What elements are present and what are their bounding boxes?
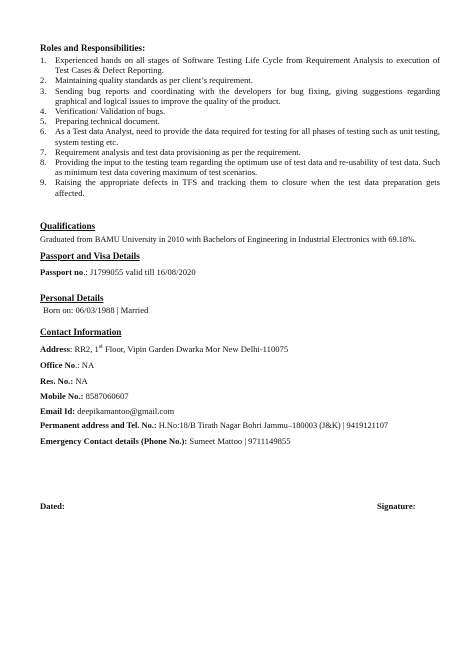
emergency-value: Sumeet Mattoo | 9711149855 <box>187 436 291 446</box>
item-number: 7. <box>40 146 47 157</box>
passport-heading: Passport and Visa Details <box>40 251 140 261</box>
item-text: Experienced hands on all stages of Software Testing Life Cycle from Requirement Analysis to execution of Test Cases & Defect Reporting. <box>55 55 440 76</box>
item-number: 3. <box>40 85 47 96</box>
list-item <box>40 116 440 126</box>
mobile-label: Mobile No.: <box>40 391 84 401</box>
item-text: Verification/ Validation of bugs. <box>55 106 166 117</box>
list-item <box>40 106 440 116</box>
address-value-post: Floor, Vipin Garden Dwarka Mor New Delhi-110075 <box>102 343 289 354</box>
item-text: Raising the appropriate defects in TFS and tracking them to closure when the test data preparation gets affected. <box>55 177 440 198</box>
address-value-pre: : RR2, 1 <box>69 343 99 354</box>
office-label: Office No <box>40 360 76 370</box>
address-line <box>40 342 288 354</box>
email-line <box>40 406 174 416</box>
item-number: 5. <box>40 116 47 127</box>
email-value: deepikamantoo@gmail.com <box>75 406 175 416</box>
item-number: 1. <box>40 55 47 65</box>
permanent-value: H.No:18/B Tirath Nagar Bohri Jammu–180003 (J&K) | 9419121107 <box>156 421 389 430</box>
res-value: NA <box>73 376 88 386</box>
item-number: 2. <box>40 75 47 86</box>
mobile-line <box>40 391 129 401</box>
item-text: Sending bug reports and coordinating with the developers for bug fixing, giving suggestions regarding graphical and logical issues to improve the quality of the product. <box>55 85 440 106</box>
qualifications-text: Graduated from BAMU University in 2010 with Bachelors of Engineering in Industrial Electronics with 69.18%. <box>40 235 417 244</box>
responsibilities-list <box>40 55 440 198</box>
passport-line <box>40 267 196 277</box>
qualifications-heading: Qualifications <box>40 221 96 231</box>
list-item <box>40 55 440 75</box>
address-sup: st <box>98 344 103 350</box>
item-text: Providing the input to the testing team regarding the optimum use of test data and re-usability of test data. Such as minimum test data covering maximum of test scenarios. <box>55 157 440 178</box>
list-item <box>40 126 440 146</box>
list-item <box>40 157 440 177</box>
permanent-label: Permanent address and Tel. No.: <box>40 421 157 430</box>
mobile-value: 8587060607 <box>83 391 129 401</box>
list-item <box>40 177 440 197</box>
item-number: 8. <box>40 157 47 168</box>
list-item <box>40 147 440 157</box>
permanent-line <box>40 421 388 431</box>
item-number: 4. <box>40 106 47 117</box>
list-item <box>40 86 440 106</box>
list-item <box>40 75 440 85</box>
contact-heading: Contact Information <box>40 327 122 337</box>
signature-label: Signature: <box>377 501 416 511</box>
item-number: 6. <box>40 126 47 137</box>
office-line <box>40 360 94 370</box>
item-text: Preparing technical document. <box>55 116 160 127</box>
office-value: .: NA <box>75 360 95 370</box>
emergency-label: Emergency Contact details (Phone No.): <box>40 436 188 446</box>
address-label: Address <box>40 343 70 354</box>
res-label: Res. No.: <box>40 376 74 386</box>
item-number: 9. <box>40 177 47 188</box>
item-text: Maintaining quality standards as per client’s requirement. <box>55 75 253 86</box>
email-label: Email Id: <box>40 406 76 416</box>
emergency-line <box>40 436 291 446</box>
personal-heading: Personal Details <box>40 293 104 303</box>
item-text: As a Test data Analyst, need to provide the data required for testing for all phases of testing such as unit testing, system testing etc. <box>55 126 440 147</box>
passport-value: .: J1799055 valid till 16/08/2020 <box>83 267 196 277</box>
personal-text: Born on: 06/03/1988 | Married <box>43 305 149 315</box>
roles-heading: Roles and Responsibilities: <box>40 43 146 53</box>
dated-label: Dated: <box>40 501 65 511</box>
res-line <box>40 376 88 386</box>
item-text: Requirement analysis and test data provisioning as per the requirement. <box>55 146 301 157</box>
passport-label: Passport no <box>40 267 84 277</box>
